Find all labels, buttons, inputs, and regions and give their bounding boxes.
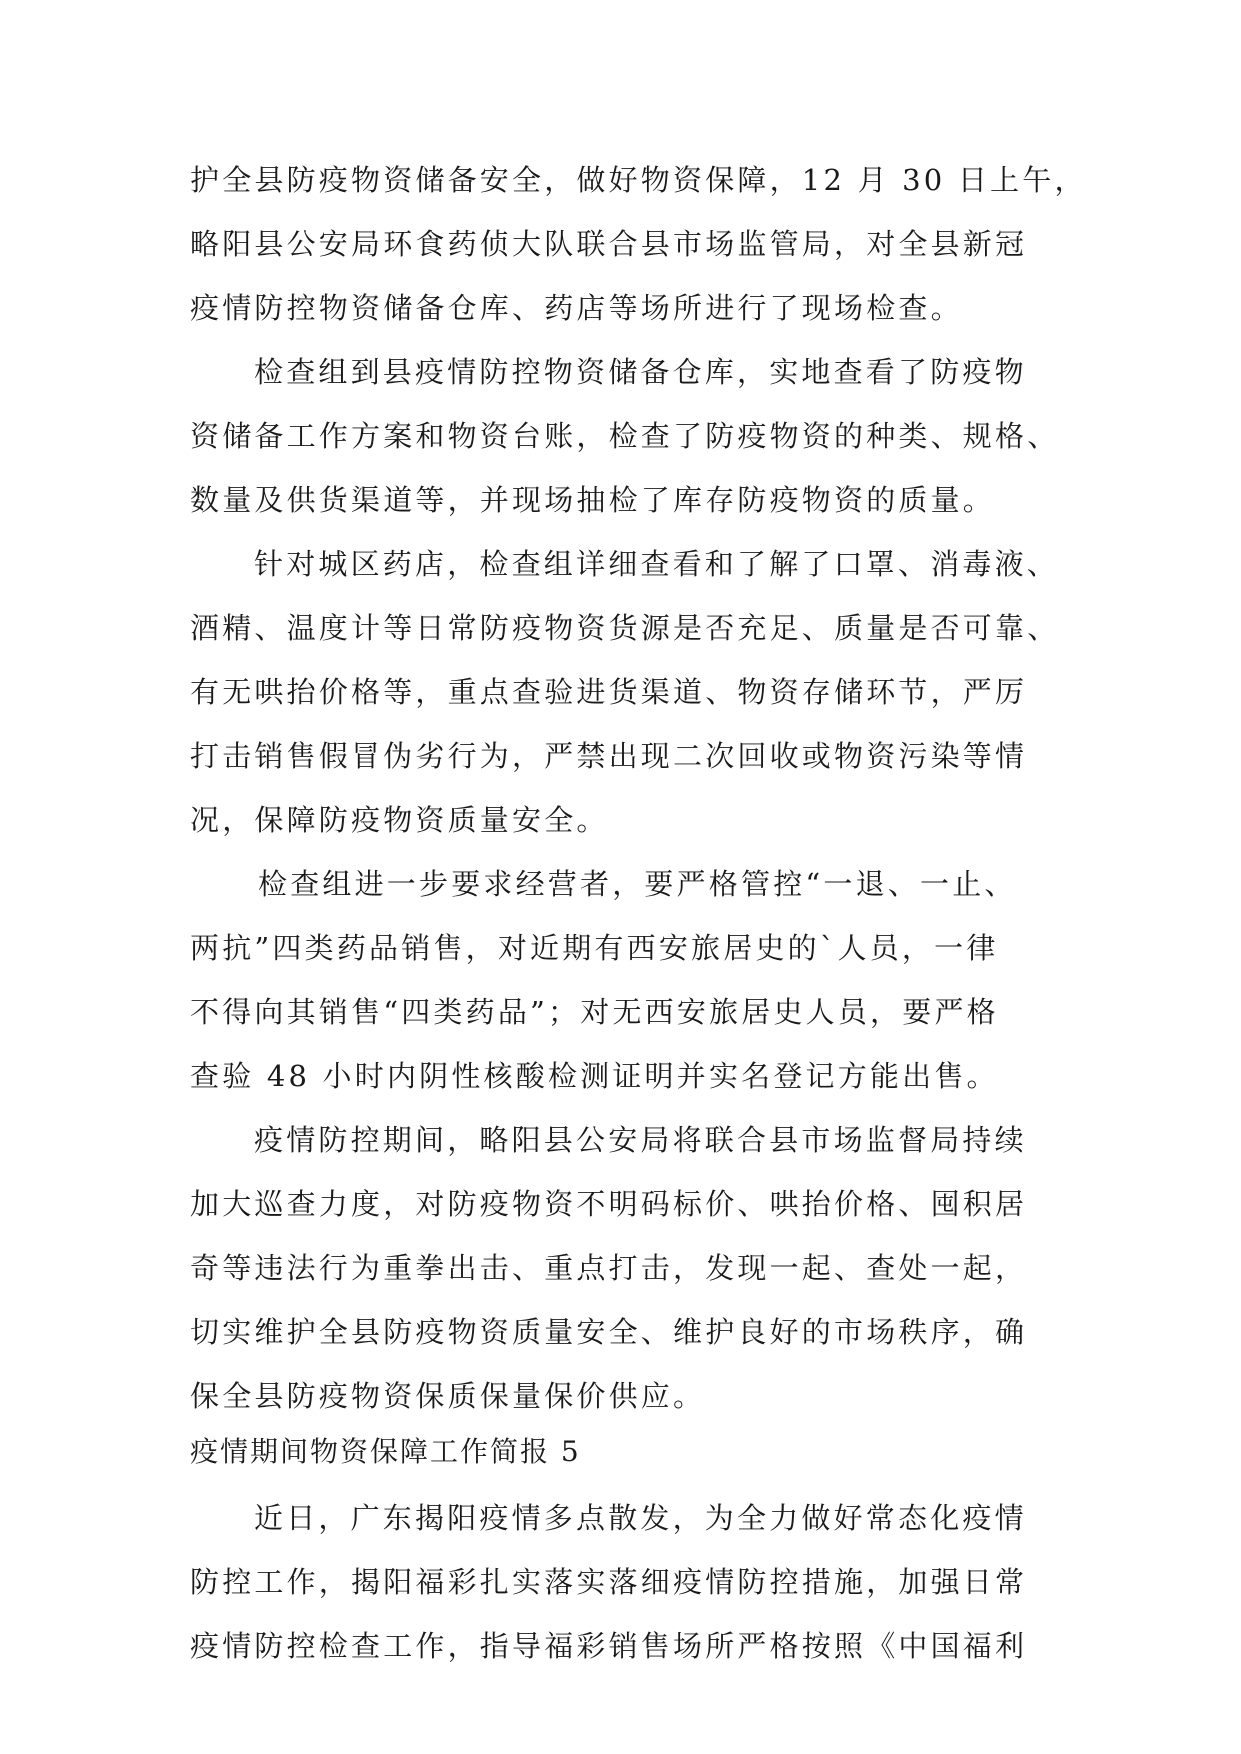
paragraph-2 bbox=[190, 340, 1070, 532]
paragraph-4 bbox=[190, 852, 1070, 1108]
paragraph-3 bbox=[190, 532, 1070, 852]
paragraph-line: 打击销售假冒伪劣行为，严禁出现二次回收或物资污染等情 bbox=[190, 739, 1028, 773]
paragraph-line: 检查组到县疫情防控物资储备仓库，实地查看了防疫物 bbox=[254, 355, 1027, 389]
document-body bbox=[190, 148, 1087, 1678]
paragraph-line: 查验 48 小时内阴性核酸检测证明并实名登记方能出售。 bbox=[190, 1059, 999, 1093]
paragraph-line: 有无哄抬价格等，重点查验进货渠道、物资存储环节，严厉 bbox=[190, 675, 1028, 709]
paragraph-line: 切实维护全县防疫物资质量安全、维护良好的市场秩序，确 bbox=[190, 1315, 1028, 1349]
paragraph-line: 疫情防控物资储备仓库、药店等场所进行了现场检查。 bbox=[190, 291, 963, 325]
paragraph-line: 保全县防疫物资保质保量保价供应。 bbox=[190, 1379, 706, 1413]
paragraph-6 bbox=[190, 1486, 1070, 1678]
paragraph-5 bbox=[190, 1108, 1070, 1428]
paragraph-line: 数量及供货渠道等，并现场抽检了库存防疫物资的质量。 bbox=[190, 483, 996, 517]
paragraph-line: 不得向其销售“四类药品”；对无西安旅居史人员，要严格 bbox=[190, 995, 999, 1029]
paragraph-line: 疫情防控检查工作，指导福彩销售场所严格按照《中国福利 bbox=[190, 1629, 1028, 1663]
section-heading: 疫情期间物资保障工作简报 5 bbox=[190, 1435, 581, 1468]
paragraph-line: 酒精、温度计等日常防疫物资货源是否充足、质量是否可靠、 bbox=[190, 611, 1060, 645]
paragraph-line: 护全县防疫物资储备安全，做好物资保障，12 月 30 日上午， bbox=[190, 163, 1087, 197]
paragraph-line: 加大巡查力度，对防疫物资不明码标价、哄抬价格、囤积居 bbox=[190, 1187, 1028, 1221]
paragraph-line: 针对城区药店，检查组详细查看和了解了口罩、消毒液、 bbox=[254, 547, 1060, 581]
paragraph-line: 防控工作，揭阳福彩扎实落实落细疫情防控措施，加强日常 bbox=[190, 1565, 1028, 1599]
paragraph-1 bbox=[190, 148, 1087, 340]
paragraph-line: 近日，广东揭阳疫情多点散发，为全力做好常态化疫情 bbox=[254, 1501, 1027, 1535]
paragraph-line: 两抗”四类药品销售，对近期有西安旅居史的`人员，一律 bbox=[190, 931, 999, 965]
paragraph-line: 资储备工作方案和物资台账，检查了防疫物资的种类、规格、 bbox=[190, 419, 1060, 453]
paragraph-line: 略阳县公安局环食药侦大队联合县市场监管局，对全县新冠 bbox=[190, 227, 1028, 261]
paragraph-line: 况，保障防疫物资质量安全。 bbox=[190, 803, 609, 837]
paragraph-line: 检查组进一步要求经营者，要严格管控“一退、一止、 bbox=[258, 867, 1017, 901]
paragraph-line: 疫情防控期间，略阳县公安局将联合县市场监督局持续 bbox=[254, 1123, 1027, 1157]
paragraph-line: 奇等违法行为重拳出击、重点打击，发现一起、查处一起， bbox=[190, 1251, 1028, 1285]
